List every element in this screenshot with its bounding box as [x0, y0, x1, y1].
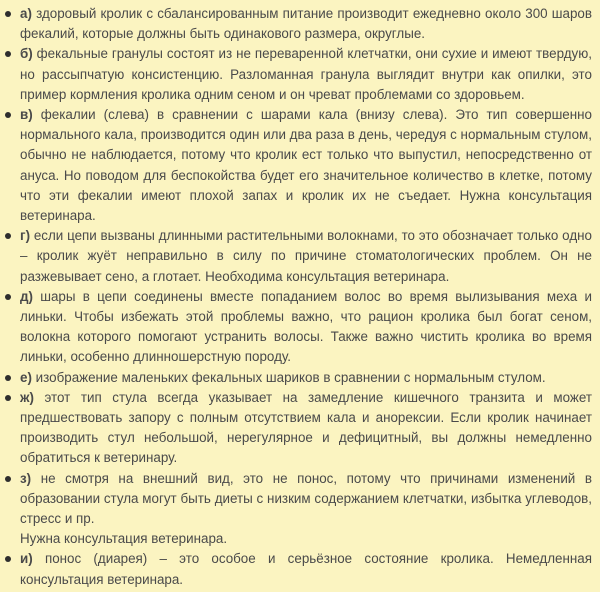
item-extra-note: Нужна консультация ветеринара.	[20, 531, 228, 547]
item-letter: б)	[20, 46, 33, 62]
bullet-icon	[5, 233, 11, 239]
list-item-v	[0, 105, 592, 226]
list-item-a	[0, 4, 592, 44]
item-letter: з)	[20, 470, 32, 486]
item-letter: а)	[20, 6, 32, 21]
bullet-icon	[5, 556, 11, 562]
item-letter: г)	[20, 228, 31, 244]
item-letter: и)	[20, 551, 33, 567]
bullet-icon	[5, 112, 11, 118]
item-text: изображение маленьких фекальных шариков в сравнении с нормальным стулом.	[35, 369, 546, 385]
bullet-icon	[5, 395, 11, 401]
item-letter: в)	[20, 107, 33, 123]
bullet-icon	[5, 11, 11, 17]
item-text: если цепи вызваны длинными растительными волокнами, то это обозначает только одно – кролик жуёт неправильно в силу по причине стоматологических проблем. Он не разжевывает сено, а глотает. Необходима консультация ветеринара.	[20, 228, 592, 284]
bullet-icon	[5, 476, 11, 482]
list-item-i	[0, 549, 592, 589]
list-item-d	[0, 287, 592, 368]
list-item-e	[0, 368, 592, 388]
item-letter: е)	[20, 369, 32, 385]
item-text: фекалии (слева) в сравнении с шарами кала (внизу слева). Это тип совершенно нормального кала, производится один или два раза в день, чередуя с нормальным стулом, обычно не наблюдается, потому что кролик ест только что выпустил, непосредственно от ануса. Но поводом для беспокойства будет его значительное количество в клетке, потому что эти фекалии имеют плохой запах и кролик их не съедает. Нужна консультация ветеринара.	[20, 107, 592, 224]
list-item-zh	[0, 388, 592, 469]
list-item-b	[0, 44, 592, 105]
list-item-g	[0, 226, 592, 287]
item-text: не смотря на внешний вид, это не понос, потому что причинами изменений в образовании стула могут быть диеты с низким содержанием клетчатки, избытка углеводов, стресс и пр.	[20, 470, 592, 527]
item-text: этот тип стула всегда указывает на замедление кишечного транзита и может предшествовать запору с полным отсутствием кала и анорексии. Если кролик начинает производить стул небольшой, нерегулярное и дефицитный, вы должны немедленно обратиться к ветеринару.	[20, 389, 592, 466]
item-text: фекальные гранулы состоят из не переваренной клетчатки, они сухие и имеют твердую, но рассыпчатую консистенцию. Разломанная гранула выглядит внутри как опилки, это пример кормления кролика одним сеном и он чреват проблемами со здоровьем.	[20, 46, 592, 102]
list-item-z	[0, 469, 592, 550]
stool-types-list	[0, 4, 592, 590]
bullet-icon	[5, 294, 11, 300]
item-letter: ж)	[20, 389, 34, 405]
item-text: понос (диарея) – это особое и серьёзное состояние кролика. Немедленная консультация ветеринара.	[20, 551, 592, 587]
item-letter: д)	[20, 288, 33, 304]
bullet-icon	[5, 51, 11, 57]
item-text: шары в цепи соединены вместе попаданием волос во время вылизывания меха и линьки. Чтобы избежать этой проблемы важно, что рацион кролика был богат сеном, волокна которого помогают устранить волосы. Также важно чистить кролика во время линьки, особенно длинношерстную породу.	[20, 288, 592, 365]
bullet-icon	[5, 375, 11, 381]
item-text: здоровый кролик с сбалансированным питание производит ежедневно около 300 шаров фекалий, которые должны быть одинакового размера, округлые.	[20, 6, 592, 42]
